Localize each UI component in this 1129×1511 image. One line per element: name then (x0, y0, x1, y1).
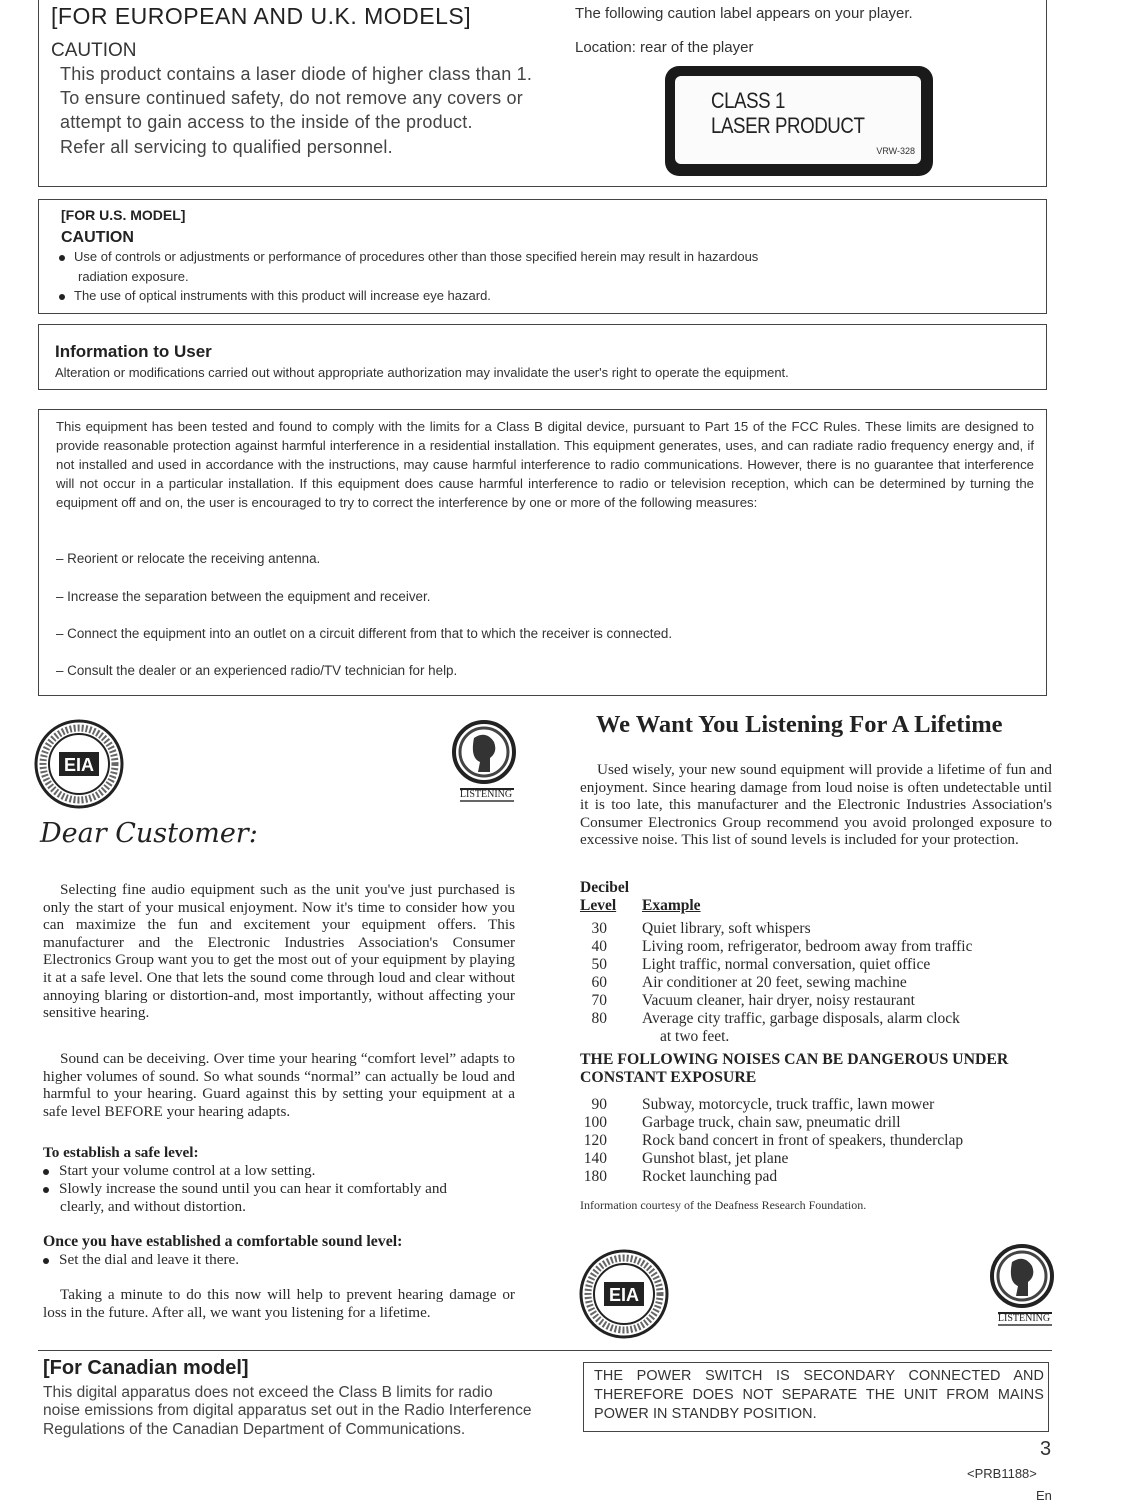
db-example-text: Living room, refrigerator, bedroom away from traffic (642, 938, 973, 955)
db-level-value: 40 (591, 938, 607, 955)
svg-text:LISTENING: LISTENING (459, 789, 513, 800)
label-intro-text: The following caution label appears on your player. (575, 5, 913, 22)
dear-customer-heading: Dear Customer: (40, 818, 258, 849)
dear-paragraph: Sound can be deceiving. Over time your hearing “comfort level” adapts to higher volumes of sound. So what sounds “normal” can actually be loud and harmful to your hearing. Guard against this by setting your equipment at a safe level BEFORE your hearing adapts. (43, 1050, 515, 1120)
canada-section-body: This digital apparatus does not exceed the Class B limits for radio noise emissions from digital apparatus set out in the Radio Interference Regulations of the Canadian Department of Communications. (43, 1384, 532, 1438)
safe-level-item-text: Start your volume control at a low setting. (59, 1162, 316, 1179)
db-example-text: Rocket launching pad (642, 1168, 778, 1185)
bottom-divider (38, 1350, 1052, 1351)
db-level-value: 100 (583, 1114, 607, 1131)
info-section-body: Alteration or modifications carried out without appropriate authorization may invalidate the user's right to operate the equipment. (55, 365, 789, 380)
info-section-title: Information to User (55, 342, 212, 361)
db-example-text: Light traffic, normal conversation, quiet office (642, 956, 931, 973)
bullet-icon (59, 294, 65, 300)
eu-refer-text: Refer all servicing to qualified personnel. (60, 136, 393, 157)
example-header: Example (642, 897, 701, 914)
eu-caution-text: This product contains a laser diode of higher class than 1. To ensure continued safety, do not remove any covers or attempt to gain access to the inside of the product. (60, 64, 533, 133)
us-caution-item-text: The use of optical instruments with this product will increase eye hazard. (74, 288, 491, 303)
db-example-text: Rock band concert in front of speakers, thunderclap (642, 1132, 964, 1149)
db-level-value: 60 (591, 974, 607, 991)
listening-paragraph: Used wisely, your new sound equipment will provide a lifetime of fun and enjoyment. Since hearing damage from loud noise is often undetectable until it is too late, this manufacturer and the Electronic Industries Association's Consumer Electronics Group recommend you avoid prolonged exposure to excessive noise. This list of sound levels is included for your protection. (580, 761, 1052, 849)
laser-product-label (665, 66, 933, 176)
db-level-value: 30 (591, 920, 607, 937)
us-caution-heading: CAUTION (61, 229, 134, 246)
eu-caution-heading: CAUTION (51, 40, 137, 61)
comfort-level-item (43, 1251, 239, 1269)
listening-logo-icon (978, 1242, 1054, 1330)
db-example-text: Gunshot blast, jet plane (642, 1150, 789, 1167)
bullet-icon (59, 255, 65, 261)
eia-logo-icon (33, 718, 125, 810)
laser-label-line1: CLASS 1 (711, 88, 785, 113)
us-section-title: [FOR U.S. MODEL] (61, 207, 186, 223)
db-level-value: 90 (591, 1096, 607, 1113)
eia-logo-icon (578, 1248, 670, 1340)
db-level-value: 50 (591, 956, 607, 973)
safe-level-item-cont: clearly, and without distortion. (60, 1198, 246, 1215)
power-notice-text: THE POWER SWITCH IS SECONDARY CONNECTED AND THEREFORE DOES NOT SEPARATE THE UNIT FROM MAINS POWER IN STANDBY POSITION. (594, 1368, 1044, 1422)
db-example-text: Vacuum cleaner, hair dryer, noisy restaurant (642, 992, 915, 1009)
db-example-text: Air conditioner at 20 feet, sewing machine (642, 974, 907, 991)
canada-section-title: [For Canadian model] (43, 1357, 249, 1379)
laser-label-code: VRW-328 (876, 146, 915, 156)
db-example-text: Garbage truck, chain saw, pneumatic drill (642, 1114, 901, 1131)
svg-text:LISTENING: LISTENING (997, 1313, 1051, 1324)
db-level-value: 140 (583, 1150, 607, 1167)
us-caution-item (59, 248, 999, 265)
db-level-value: 120 (583, 1132, 607, 1149)
fcc-measure-item: – Consult the dealer or an experienced radio/TV technician for help. (56, 663, 458, 678)
fcc-measure-item: – Connect the equipment into an outlet on a circuit different from that to which the receiver is connected. (56, 626, 673, 641)
language-code: En (1036, 1488, 1052, 1503)
safe-level-item-text: Slowly increase the sound until you can hear it comfortably and (59, 1180, 448, 1197)
fcc-measure-item: – Reorient or relocate the receiving antenna. (56, 551, 321, 566)
bullet-icon (43, 1187, 49, 1193)
eu-section-title: [FOR EUROPEAN AND U.K. MODELS] (51, 3, 472, 29)
db-level-value: 70 (591, 992, 607, 1009)
label-location-text: Location: rear of the player (575, 39, 754, 56)
bullet-icon (43, 1169, 49, 1175)
db-level-value: 80 (591, 1010, 607, 1027)
db-level-value: 180 (583, 1168, 607, 1185)
us-caution-item (59, 287, 999, 304)
us-caution-item-cont: radiation exposure. (78, 269, 189, 284)
listening-logo-icon (440, 718, 516, 806)
decibel-header: Decibel (580, 879, 630, 896)
db-example-text: Quiet library, soft whispers (642, 920, 811, 937)
db-example-text: Subway, motorcycle, truck traffic, lawn mower (642, 1096, 935, 1113)
document-code: <PRB1188> (967, 1466, 1037, 1481)
safe-level-item (43, 1162, 515, 1180)
fcc-measure-item: – Increase the separation between the equipment and receiver. (56, 589, 431, 604)
comfort-level-item-text: Set the dial and leave it there. (59, 1251, 240, 1268)
laser-label-line2: LASER PRODUCT (711, 113, 865, 138)
db-example-text-cont: at two feet. (660, 1028, 730, 1045)
safe-level-heading: To establish a safe level: (43, 1144, 199, 1161)
comfort-level-heading: Once you have established a comfortable sound level: (43, 1233, 403, 1250)
courtesy-note: Information courtesy of the Deafness Research Foundation. (580, 1198, 867, 1212)
eu-caution-body (60, 62, 540, 159)
svg-text:EIA: EIA (63, 755, 95, 775)
fcc-paragraph: This equipment has been tested and found to comply with the limits for a Class B digital device, pursuant to Part 15 of the FCC Rules. These limits are designed to provide reasonable protection against harmful interference in a residential installation. This equipment generates, uses, and can radiate radio frequency energy and, if not installed and used in accordance with the instructions, may cause harmful interference to radio communications. However, there is no guarantee that interference will not occur in a particular installation. If this equipment does cause harmful interference to radio or television reception, which can be determined by turning the equipment off and on, the user is encouraged to try to correct the interference by one or more of the following measures: (56, 419, 1034, 511)
dear-paragraph: Selecting fine audio equipment such as the unit you've just purchased is only the start of your musical enjoyment. Now it's time to consider how you can maximize the fun and excitement your equipment offers. This manufacturer and the Electronic Industries Association's Consumer Electronics Group want you to get the most out of your equipment by playing it at a safe level. One that lets the sound come through loud and clear without annoying blaring or distortion-and, most importantly, without affecting your sensitive hearing. (43, 881, 515, 1022)
page-number: 3 (1040, 1438, 1052, 1460)
level-header: Level (580, 897, 617, 914)
us-caution-item-text: Use of controls or adjustments or performance of procedures other than those specified herein may result in hazardous (74, 249, 759, 264)
laser-label-inner (675, 76, 921, 164)
bullet-icon (43, 1258, 49, 1264)
safe-level-item (43, 1180, 515, 1198)
listening-title: We Want You Listening For A Lifetime (596, 711, 1003, 738)
danger-heading: THE FOLLOWING NOISES CAN BE DANGEROUS UNDER CONSTANT EXPOSURE (580, 1051, 1009, 1086)
db-example-text: Average city traffic, garbage disposals, alarm clock (642, 1010, 960, 1027)
svg-text:EIA: EIA (608, 1285, 640, 1305)
dear-paragraph: Taking a minute to do this now will help to prevent hearing damage or loss in the future. After all, we want you listening for a lifetime. (43, 1286, 515, 1321)
